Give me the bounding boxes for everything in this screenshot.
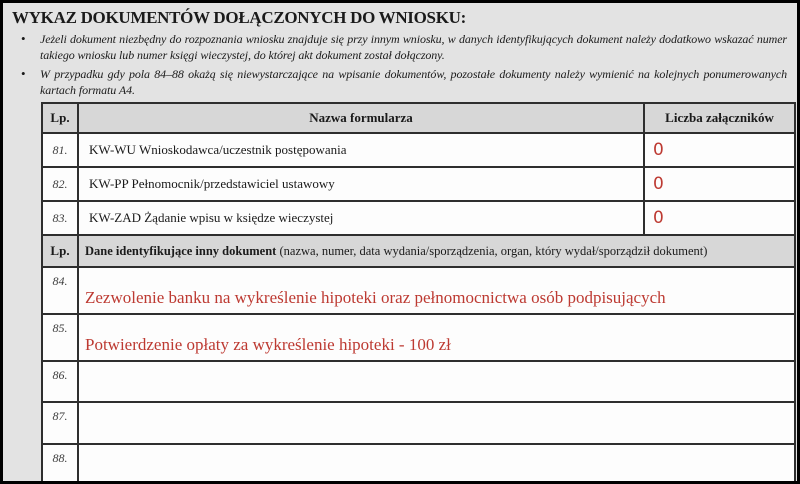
instruction-text: W przypadku gdy pola 84–88 okażą się niewystarczające na wpisanie dokumentów, pozostałe dokumenty należy wymienić na kolejnych ponumerowanych kartach formatu A4. — [40, 67, 787, 97]
bullet-icon: • — [21, 31, 26, 46]
row-number-cell: 88. — [42, 444, 78, 483]
attachments-table — [41, 102, 796, 484]
row-number-cell: 85. — [42, 314, 78, 361]
attachment-count-cell[interactable]: 0 — [644, 133, 795, 167]
col-header-attachment-count: Liczba załączników — [644, 103, 795, 133]
form-name-cell: KW-ZAD Żądanie wpisu w księdze wieczystej — [78, 201, 644, 235]
instruction-item — [19, 31, 789, 63]
document-description-cell[interactable] — [78, 444, 795, 483]
row-number-cell: 84. — [42, 267, 78, 314]
row-number-cell: 86. — [42, 361, 78, 402]
col-header-lp: Lp. — [42, 235, 78, 267]
bullet-icon: • — [21, 66, 26, 81]
table-row — [42, 133, 795, 167]
form-name-cell: KW-PP Pełnomocnik/przedstawiciel ustawowy — [78, 167, 644, 201]
instruction-item — [19, 66, 789, 98]
table-row — [42, 167, 795, 201]
document-description-cell[interactable] — [78, 361, 795, 402]
document-description-cell[interactable]: Potwierdzenie opłaty za wykreślenie hipoteki - 100 zł — [78, 314, 795, 361]
documents-header-label — [78, 235, 795, 267]
col-header-form-name: Nazwa formularza — [78, 103, 644, 133]
row-number-cell: 83. — [42, 201, 78, 235]
document-row — [42, 267, 795, 314]
row-number-cell: 81. — [42, 133, 78, 167]
attachment-count-cell[interactable]: 0 — [644, 167, 795, 201]
form-name-cell: KW-WU Wnioskodawca/uczestnik postępowania — [78, 133, 644, 167]
table-header-row — [42, 103, 795, 133]
instruction-text: Jeżeli dokument niezbędny do rozpoznania wniosku znajduje się przy innym wniosku, w danych identyfikujących dokument należy dodatkowo wskazać numer takiego wniosku lub numer księgi wieczystej, do której akt dokument został dołączony. — [40, 32, 787, 62]
row-number-cell: 82. — [42, 167, 78, 201]
section-title: WYKAZ DOKUMENTÓW DOŁĄCZONYCH DO WNIOSKU: — [12, 8, 466, 27]
document-description-cell[interactable] — [78, 402, 795, 444]
documents-header-label-bold: Dane identyfikujące inny dokument — [85, 243, 277, 258]
document-row — [42, 444, 795, 483]
document-row — [42, 314, 795, 361]
document-row — [42, 361, 795, 402]
row-number-cell: 87. — [42, 402, 78, 444]
table-row — [42, 201, 795, 235]
instructions-list — [19, 31, 789, 98]
document-description-cell[interactable]: Zezwolenie banku na wykreślenie hipoteki oraz pełnomocnictwa osób podpisujących — [78, 267, 795, 314]
documents-header-row — [42, 235, 795, 267]
documents-header-label-rest: (nazwa, numer, data wydania/sporządzenia, organ, który wydał/sporządził dokument) — [276, 243, 708, 258]
attachment-count-cell[interactable]: 0 — [644, 201, 795, 235]
col-header-lp: Lp. — [42, 103, 78, 133]
document-row — [42, 402, 795, 444]
